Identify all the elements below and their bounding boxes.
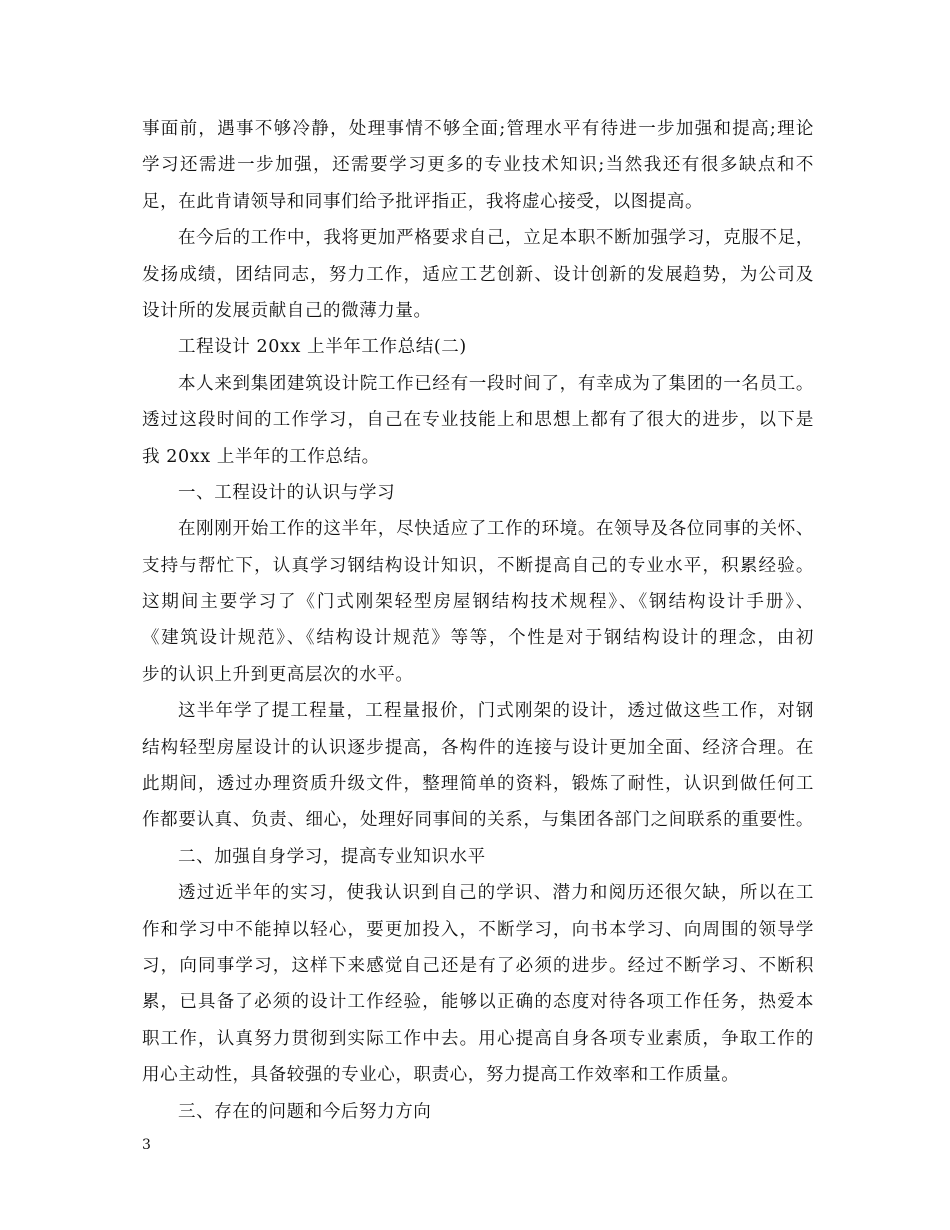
text-line: 步的认识上升到更高层次的水平。 xyxy=(142,664,414,685)
text-line: 我 20xx 上半年的工作总结。 xyxy=(142,446,380,467)
paragraph-start-line: 在刚刚开始工作的这半年，尽快适应了工作的环境。在领导及各位同事的关怀、 xyxy=(178,519,814,540)
text-line: 学习还需进一步加强，还需要学习更多的专业技术知识;当然我还有很多缺点和不 xyxy=(142,155,814,176)
text-line: 累，已具备了必须的设计工作经验，能够以正确的态度对待各项工作任务，热爱本 xyxy=(142,992,814,1013)
text-line: 习，向同事学习，这样下来感觉自己还是有了必须的进步。经过不断学习、不断积 xyxy=(142,955,814,976)
text-line: 这期间主要学习了《门式刚架轻型房屋钢结构技术规程》、《钢结构设计手册》、 xyxy=(142,592,814,613)
text-line: 作都要认真、负责、细心，处理好同事间的关系，与集团各部门之间联系的重要性。 xyxy=(142,810,814,831)
paragraph-start-line: 本人来到集团建筑设计院工作已经有一段时间了，有幸成为了集团的一名员工。 xyxy=(178,373,814,394)
document-body xyxy=(142,111,814,1130)
text-line: 用心主动性，具备较强的专业心，职责心，努力提高工作效率和工作质量。 xyxy=(142,1065,740,1086)
section-heading: 一、工程设计的认识与学习 xyxy=(178,482,396,503)
paragraph-start-line: 透过近半年的实习，使我认识到自己的学识、潜力和阅历还很欠缺，所以在工 xyxy=(178,883,814,904)
section-heading: 二、加强自身学习，提高专业知识水平 xyxy=(178,846,486,867)
text-line: 透过这段时间的工作学习，自己在专业技能上和思想上都有了很大的进步，以下是 xyxy=(142,410,814,431)
text-line: 此期间，透过办理资质升级文件，整理简单的资料，锻炼了耐性，认识到做任何工 xyxy=(142,774,814,795)
text-line: 《建筑设计规范》、《结构设计规范》等等，个性是对于钢结构设计的理念，由初 xyxy=(142,628,814,649)
paragraph-start-line: 这半年学了提工程量，工程量报价，门式刚架的设计，透过做这些工作，对钢 xyxy=(178,701,814,722)
text-line: 作和学习中不能掉以轻心，要更加投入，不断学习，向书本学习、向周围的领导学 xyxy=(142,919,814,940)
text-line: 支持与帮忙下，认真学习钢结构设计知识，不断提高自己的专业水平，积累经验。 xyxy=(142,555,814,576)
text-line: 职工作，认真努力贯彻到实际工作中去。用心提高自身各项专业素质，争取工作的 xyxy=(142,1028,814,1049)
text-line: 事面前，遇事不够冷静，处理事情不够全面;管理水平有待进一步加强和提高;理论 xyxy=(142,119,814,139)
paragraph-start-line: 在今后的工作中，我将更加严格要求自己，立足本职不断加强学习，克服不足， xyxy=(178,228,814,249)
text-line: 发扬成绩，团结同志，努力工作，适应工艺创新、设计创新的发展趋势，为公司及 xyxy=(142,264,814,285)
text-line: 足，在此肯请领导和同事们给予批评指正，我将虚心接受，以图提高。 xyxy=(142,191,704,212)
text-line: 结构轻型房屋设计的认识逐步提高，各构件的连接与设计更加全面、经济合理。在 xyxy=(142,737,814,758)
section-title: 工程设计 20xx 上半年工作总结(二) xyxy=(178,337,467,358)
page-number: 3 xyxy=(142,1137,151,1153)
section-heading: 三、存在的问题和今后努力方向 xyxy=(178,1101,432,1122)
text-line: 设计所的发展贡献自己的微薄力量。 xyxy=(142,300,432,321)
